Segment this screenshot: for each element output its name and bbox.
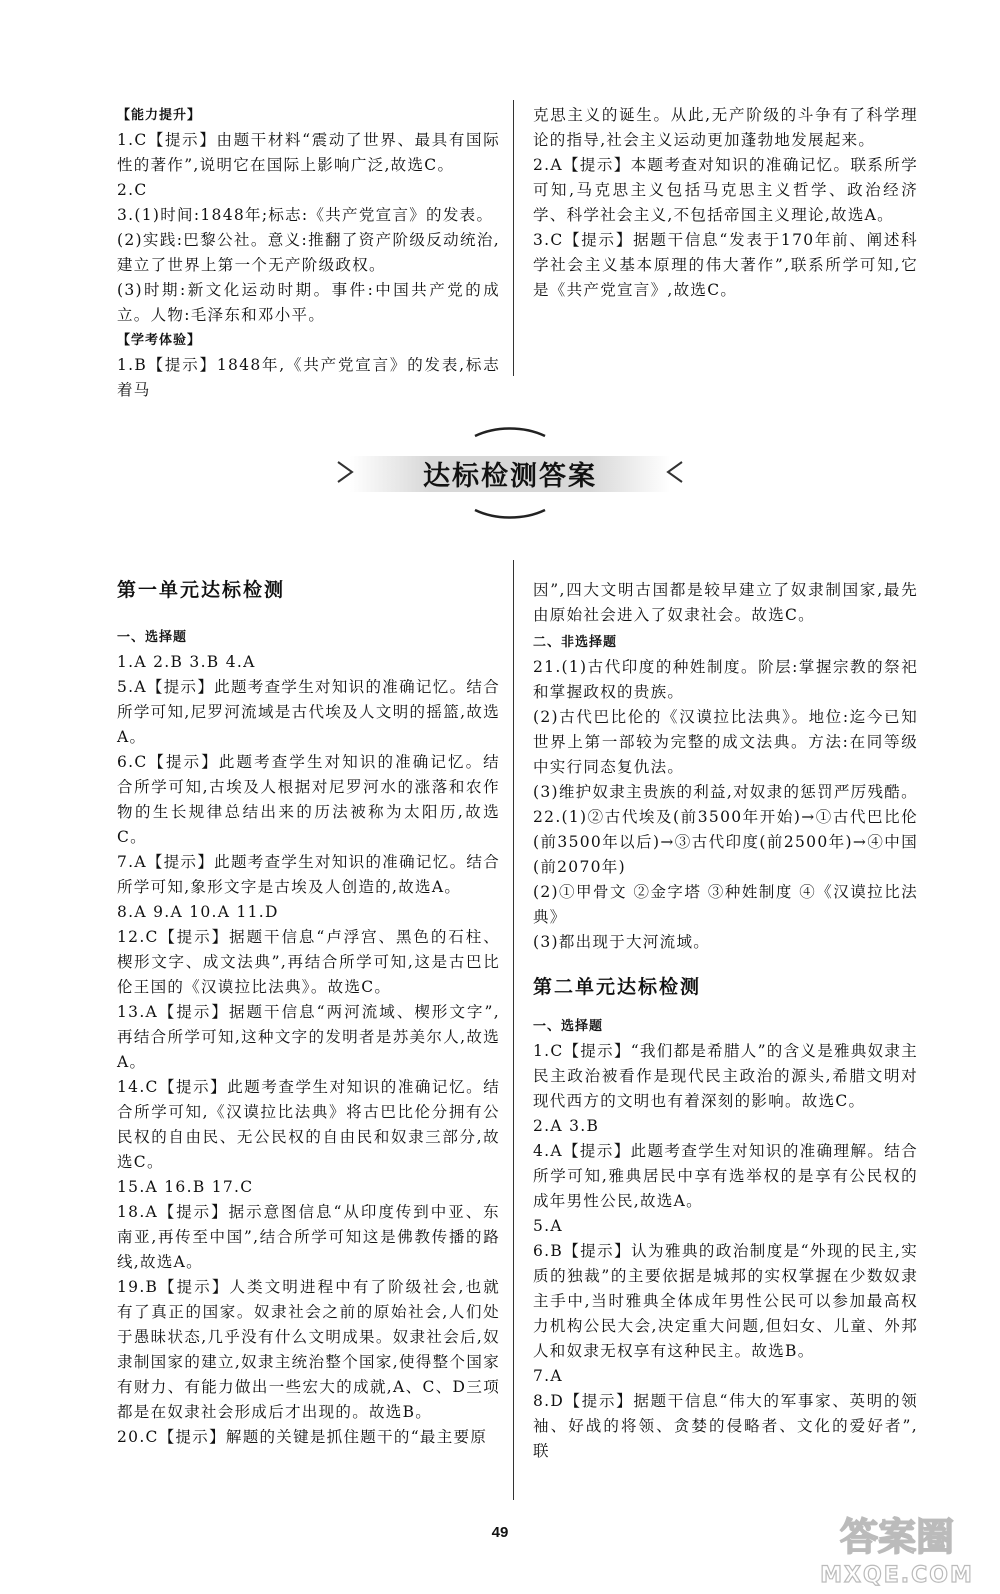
unit1-title: 第一单元达标检测 <box>117 579 286 601</box>
answer-line: 21.(1)古代印度的种姓制度。阶层:掌握宗教的祭祀和掌握政权的贵族。 <box>533 658 918 701</box>
answer-line: 克思主义的诞生。从此,无产阶级的斗争有了科学理论的指导,社会主义运动更加蓬勃地发展起来。 <box>533 106 918 149</box>
answer-line: 2.A 3.B <box>533 1117 600 1135</box>
answer-line: 14.C【提示】此题考查学生对知识的准确记忆。结合所学可知,《汉谟拉比法典》将古巴比伦分拥有公民权的自由民、无公民权的自由民和奴隶三部分,故选C。 <box>117 1078 500 1171</box>
answer-line: 5.A <box>533 1217 563 1235</box>
answer-line: 6.B【提示】认为雅典的政治制度是“外现的民主,实质的独裁”的主要依据是城邦的实权掌握在少数奴隶主手中,当时雅典全体成年男性公民可以参加最高权力机构公民大会,决定重大问题,但妇女、儿童、外邦人和奴隶无权享有这种民主。故选B。 <box>533 1242 918 1360</box>
answer-line: 1.C【提示】“我们都是希腊人”的含义是雅典奴隶主民主政治被看作是现代民主政治的源头,希腊文明对现代西方的文明也有着深刻的影响。故选C。 <box>533 1042 918 1110</box>
answer-line: 3.(1)时间:1848年;标志:《共产党宣言》的发表。 <box>117 206 494 224</box>
top-left-column <box>117 103 500 403</box>
answer-line: 13.A【提示】据题干信息“两河流域、楔形文字”,再结合所学可知,这种文字的发明者是苏美尔人,故选A。 <box>117 1003 500 1071</box>
answer-line: 5.A【提示】此题考查学生对知识的准确记忆。结合所学可知,尼罗河流域是古代埃及人文明的摇篮,故选A。 <box>117 678 500 746</box>
answer-line: 15.A 16.B 17.C <box>117 1178 254 1196</box>
unit2-title: 第二单元达标检测 <box>533 976 702 998</box>
column-divider-top <box>513 100 514 376</box>
right-column <box>533 578 918 1464</box>
answer-line: 8.A 9.A 10.A 11.D <box>117 903 279 921</box>
watermark-logo <box>812 1506 982 1590</box>
answer-line: 22.(1)②古代埃及(前3500年开始)→①古代巴比伦(前3500年以后)→③古代印度(前2500年)→④中国(前2070年) <box>533 808 918 876</box>
answer-line: 3.C【提示】据题干信息“发表于170年前、阐述科学社会主义基本原理的伟大著作”,联系所学可知,它是《共产党宣言》,故选C。 <box>533 231 918 299</box>
answer-line: 1.A 2.B 3.B 4.A <box>117 653 256 671</box>
answer-line: 19.B【提示】人类文明进程中有了阶级社会,也就有了真正的国家。奴隶社会之前的原始社会,人们处于愚昧状态,几乎没有什么文明成果。奴隶社会后,奴隶制国家的建立,奴隶主统治整个国家,使得整个国家有财力、有能力做出一些宏大的成就,A、C、D三项都是在奴隶社会形成后才出现的。故选B。 <box>117 1278 500 1421</box>
watermark-text: 答案圈 <box>839 1515 955 1559</box>
answer-line: 12.C【提示】据题干信息“卢浮宫、黑色的石柱、楔形文字、成文法典”,再结合所学可知,这是古巴比伦王国的《汉谟拉比法典》。故选C。 <box>117 928 500 996</box>
answer-line: 2.A【提示】本题考查对知识的准确记忆。联系所学可知,马克思主义包括马克思主义哲学、政治经济学、科学社会主义,不包括帝国主义理论,故选A。 <box>533 156 918 224</box>
answer-line: 4.A【提示】此题考查学生对知识的准确理解。结合所学可知,雅典居民中享有选举权的是享有公民权的成年男性公民,故选A。 <box>533 1142 918 1210</box>
answer-line: 2.C <box>117 181 148 199</box>
banner-title: 达标检测答案 <box>423 461 597 492</box>
unit1-section-nonchoice: 二、非选择题 <box>533 635 618 650</box>
answer-line: (2)①甲骨文 ②金字塔 ③种姓制度 ④《汉谟拉比法典》 <box>533 883 918 926</box>
unit1-column <box>117 578 500 1450</box>
answer-line: 7.A【提示】此题考查学生对知识的准确记忆。结合所学可知,象形文字是古埃及人创造的,故选A。 <box>117 853 500 896</box>
answer-line: 1.B【提示】1848年,《共产党宣言》的发表,标志着马 <box>117 356 500 399</box>
page-number: 49 <box>491 1524 509 1541</box>
answer-line: 1.C【提示】由题干材料“震动了世界、最具有国际性的著作”,说明它在国际上影响广泛,故选C。 <box>117 131 500 174</box>
watermark-icon <box>812 1506 982 1590</box>
top-right-column <box>533 103 918 303</box>
unit1-section-choice: 一、选择题 <box>117 630 188 645</box>
answer-line: (2)古代巴比伦的《汉谟拉比法典》。地位:迄今已知世界上第一部较为完整的成文法典。方法:在同等级中实行同态复仇法。 <box>533 708 918 776</box>
answer-line: (2)实践:巴黎公社。意义:推翻了资产阶级反动统治,建立了世界上第一个无产阶级政权。 <box>117 231 500 274</box>
exam-heading: 【学考体验】 <box>117 333 202 348</box>
answer-line: 18.A【提示】据示意图信息“从印度传到中亚、东南亚,再传至中国”,结合所学可知这是佛教传播的路线,故选A。 <box>117 1203 500 1271</box>
section-banner <box>330 418 690 528</box>
answer-line: (3)都出现于大河流域。 <box>533 933 711 951</box>
unit2-section-choice: 一、选择题 <box>533 1019 604 1034</box>
answer-line: 因”,四大文明古国都是较早建立了奴隶制国家,最先由原始社会进入了奴隶社会。故选C。 <box>533 581 918 624</box>
answer-line: (3)时期:新文化运动时期。事件:中国共产党的成立。人物:毛泽东和邓小平。 <box>117 281 500 324</box>
answer-line: 20.C【提示】解题的关键是抓住题干的“最主要原 <box>117 1428 488 1446</box>
answer-line: 8.D【提示】据题干信息“伟大的军事家、英明的领袖、好战的将领、贪婪的侵略者、文化的爱好者”,联 <box>533 1392 918 1460</box>
ability-heading: 【能力提升】 <box>117 108 202 123</box>
watermark-url: MXQE.COM <box>820 1563 974 1588</box>
answer-line: 6.C【提示】此题考查学生对知识的准确记忆。结合所学可知,古埃及人根据对尼罗河水的涨落和农作物的生长规律总结出来的历法被称为太阳历,故选C。 <box>117 753 500 846</box>
answer-line: (3)维护奴隶主贵族的利益,对奴隶的惩罚严厉残酷。 <box>533 783 918 801</box>
column-divider-bottom <box>513 560 514 1500</box>
answer-line: 7.A <box>533 1367 563 1385</box>
